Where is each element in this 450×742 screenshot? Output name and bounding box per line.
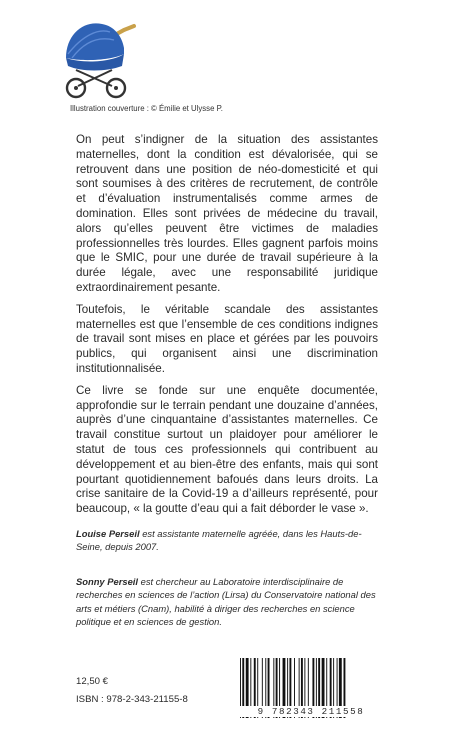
illustration-credit: Illustration couverture : © Émilie et Ulysse P. bbox=[70, 104, 223, 113]
author-description: est assistante maternelle agréée, dans les Hauts-de-Seine, depuis 2007. bbox=[76, 528, 362, 553]
pram-icon bbox=[62, 14, 146, 100]
paragraph: Ce livre se fonde sur une enquête documentée, approfondie sur le terrain pendant une douzaine d’années, auprès d’une cinquantaine d’assistantes maternelles. Ce travail constitue surtout un plaidoyer pour améliorer le statut de tous ces professionnels qui contribuent au développement et au bien-être des enfants, mais qui sont pourtant quotidiennement bafoués dans leurs droits. La crise sanitaire de la Covid-19 a d’ailleurs représenté, pour beaucoup, « la goutte d’eau qui a fait déborder le vase ». bbox=[76, 383, 378, 516]
price: 12,50 € bbox=[76, 676, 109, 687]
back-cover-text bbox=[76, 133, 378, 524]
paragraph: On peut s’indigner de la situation des assistantes maternelles, dont la condition est dévalorisée, qui se retrouvent dans une position de néo-domesticité et qui sont soumises à des critères de recrutement, de contrôle et d’évaluation instrumentalisés comme armes de domination. Elles sont privées de médecine du travail, alors qu’elles peuvent être victimes de maladies professionnelles très lourdes. Elles gagnent parfois moins que le SMIC, pour une durée de travail supérieure à la durée légale, avec une responsabilité juridique extraordinairement pesante. bbox=[76, 133, 378, 294]
author-description: est chercheur au Laboratoire interdisciplinaire de recherches en sciences de l’action (Lirsa) du Conservatoire national des arts et métiers (Cnam), habilité à diriger des recherches en science politique et en sciences de gestion. bbox=[76, 576, 376, 628]
author-bio bbox=[76, 575, 378, 629]
barcode-number: 9 782343 211558 bbox=[236, 706, 386, 717]
author-name: Sonny Perseil bbox=[76, 576, 139, 587]
author-bio bbox=[76, 527, 378, 554]
isbn: ISBN : 978-2-343-21155-8 bbox=[76, 694, 188, 705]
author-name: Louise Perseil bbox=[76, 528, 140, 539]
paragraph: Toutefois, le véritable scandale des assistantes maternelles est que l’ensemble de ces conditions indignes de travail sont mises en place et gérées par les pouvoirs publics, qui organisent ainsi une discrimination institutionnalisée. bbox=[76, 302, 378, 375]
